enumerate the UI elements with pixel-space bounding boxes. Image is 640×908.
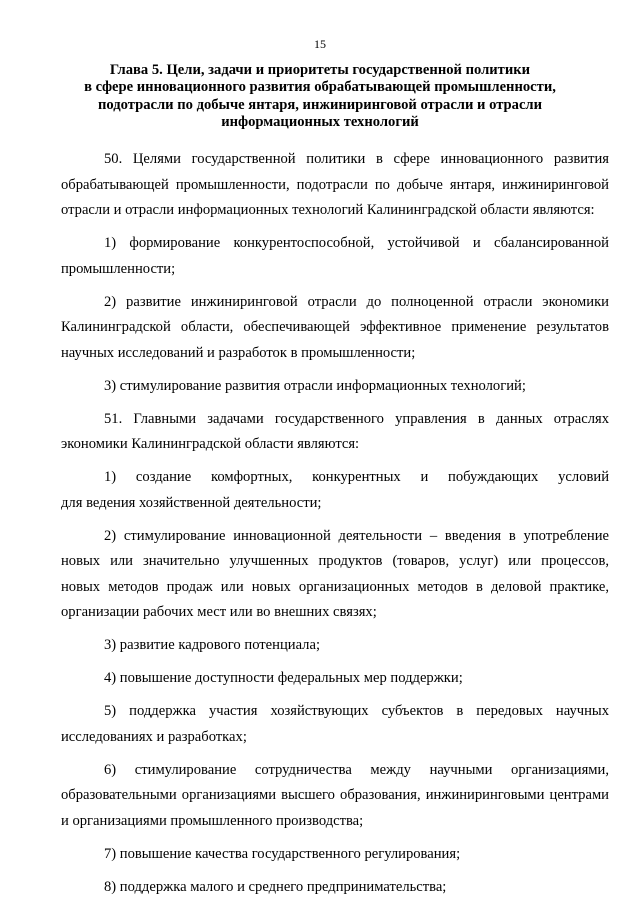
document-body: [61, 147, 609, 908]
paragraph-line: Калининградской области, обеспечивающей эффективное применение результатов: [61, 319, 609, 335]
paragraph-line: экономики Калининградской области являются:: [61, 436, 360, 452]
paragraph-line: исследованиях и разработках;: [61, 728, 247, 745]
paragraph-line: 8) поддержка малого и среднего предпринимательства;: [104, 878, 447, 895]
paragraph-line: 51. Главными задачами государственного управления в данных отраслях: [104, 410, 609, 427]
paragraph-line: новых методов продаж или новых организационных методов в деловой практике,: [61, 578, 609, 595]
paragraph-line: организации рабочих мест или во внешних связях;: [61, 604, 377, 620]
heading-line: Глава 5. Цели, задачи и приоритеты государственной политики: [109, 62, 531, 78]
heading-line: подотрасли по добыче янтаря, инжиниринговой отрасли и отрасли: [97, 96, 543, 113]
page-number: 15: [314, 37, 326, 51]
paragraph-line: 5) поддержка участия хозяйствующих субъектов в передовых научных: [104, 703, 609, 719]
paragraph-line: 2) стимулирование инновационной деятельности – введения в употребление: [104, 527, 609, 544]
paragraph-line: обрабатывающей промышленности, подотрасли по добыче янтаря, инжиниринговой: [61, 176, 609, 193]
paragraph-line: новых или значительно улучшенных продуктов (товаров, услуг) или процессов,: [61, 553, 609, 569]
heading-line: информационных технологий: [221, 114, 419, 131]
chapter-heading: [60, 62, 580, 132]
paragraph: [61, 290, 609, 367]
paragraph: [61, 407, 609, 458]
paragraph-line: 3) стимулирование развития отрасли информационных технологий;: [104, 377, 526, 394]
paragraph-line: образовательными организациями высшего образования, инжиниринговыми центрами: [61, 787, 609, 803]
paragraph-line: 3) развитие кадрового потенциала;: [104, 637, 320, 653]
paragraph: [61, 842, 609, 868]
paragraph-line: для ведения хозяйственной деятельности;: [61, 494, 322, 511]
paragraph-line: промышленности;: [61, 260, 176, 277]
paragraph-line: 1) формирование конкурентоспособной, устойчивой и сбалансированной: [104, 235, 609, 251]
paragraph: [61, 231, 609, 282]
paragraph: [61, 666, 609, 692]
paragraph-line: 4) повышение доступности федеральных мер поддержки;: [104, 670, 463, 686]
paragraph-line: 6) стимулирование сотрудничества между научными организациями,: [104, 761, 609, 778]
paragraph-line: 2) развитие инжиниринговой отрасли до полноценной отрасли экономики: [104, 293, 609, 310]
paragraph: [61, 374, 609, 400]
paragraph-line: отрасли и отрасли информационных технологий Калининградской области являются:: [61, 202, 595, 218]
paragraph: [61, 875, 609, 901]
paragraph-line: научных исследований и разработок в промышленности;: [61, 344, 416, 361]
paragraph-line: и организациями промышленного производства;: [61, 812, 364, 829]
paragraph-line: 1) создание комфортных, конкурентных и побуждающих условий: [104, 469, 609, 485]
paragraph-line: 50. Целями государственной политики в сфере инновационного развития: [104, 151, 609, 167]
paragraph: [61, 524, 609, 626]
paragraph: [61, 699, 609, 750]
paragraph: [61, 147, 609, 224]
heading-line: в сфере инновационного развития обрабатывающей промышленности,: [84, 79, 556, 96]
paragraph-line: 7) повышение качества государственного регулирования;: [104, 845, 461, 862]
paragraph: [61, 758, 609, 835]
paragraph: [61, 633, 609, 659]
paragraph: [61, 465, 609, 516]
